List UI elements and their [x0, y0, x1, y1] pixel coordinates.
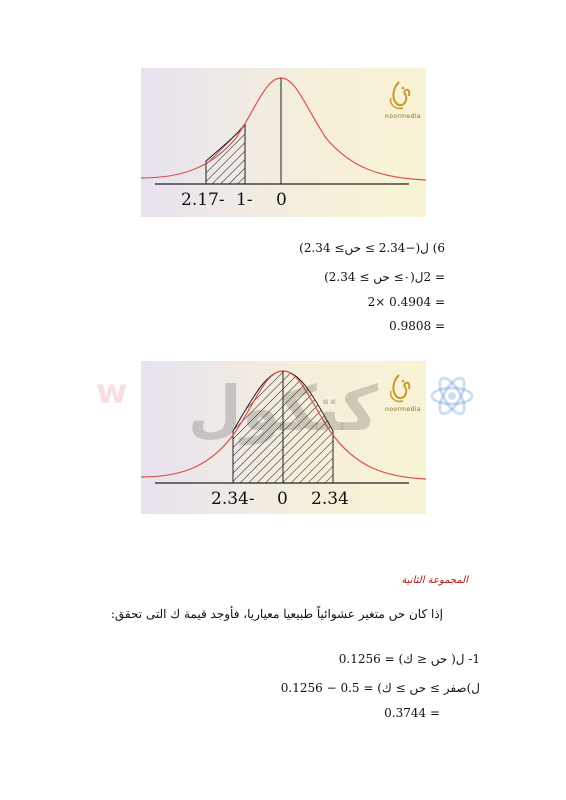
normal-curve-svg-2 [141, 361, 426, 514]
tick-label: 0 [277, 489, 288, 509]
solution-line-2: = 2ل(٠≥ حں ≥ 2.34) [324, 270, 445, 284]
solution-line-3: = 0.4904 ×2 [367, 295, 445, 309]
atom-watermark-icon [428, 364, 476, 428]
svg-text:noormedia: noormedia [385, 113, 421, 120]
tick-label: 0 [276, 190, 287, 210]
tick-label: 1- [236, 190, 253, 210]
solution-line-1: 6) ل(−2.34 ≥ حں≥ 2.34) [299, 241, 445, 255]
watermark-text: كتكول [188, 372, 379, 445]
normal-curve-figure-2 [141, 361, 426, 514]
tick-label: 2.34- [211, 489, 255, 509]
noormedia-logo [385, 82, 421, 120]
question-1-line-1: 1- ل( حں ≤ ك) = 0.1256 [338, 652, 480, 666]
section-title: المجموعة الثانية [401, 575, 468, 586]
question-1-line-2: ل)صفر ≥ حں ≥ ك) = 0.5 − 0.1256 [280, 681, 480, 695]
bell-curve [141, 78, 426, 180]
watermark-left: w [96, 372, 128, 412]
normal-curve-figure-1 [141, 68, 426, 217]
solution-line-4: = 0.9808 [389, 319, 445, 333]
tick-label: 2.17- [181, 190, 225, 210]
tick-label: 2.34 [311, 489, 349, 509]
question-1-line-3: = 0.3744 [384, 706, 440, 720]
question-text: إذا كان حں متغير عشوائياً طبيعيا معياريا، فأوجد قيمة ك التى تحقق: [110, 607, 443, 621]
svg-text:noormedia: noormedia [385, 406, 421, 413]
normal-curve-svg-1 [141, 68, 426, 217]
noormedia-logo [385, 375, 421, 413]
